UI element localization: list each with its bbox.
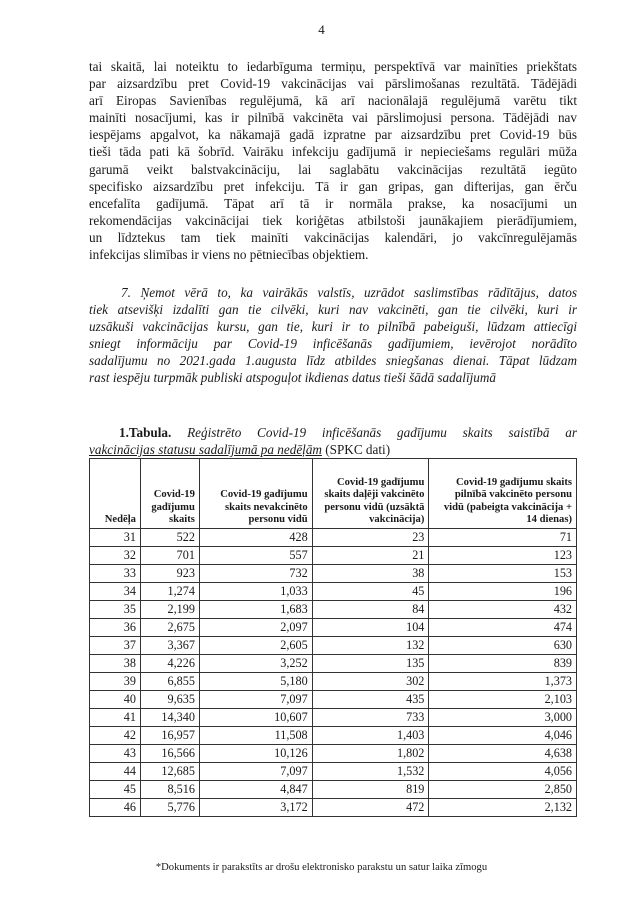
- cell-unvaccinated: 2,097: [199, 619, 312, 637]
- cell-total-cases: 2,199: [140, 601, 199, 619]
- text-line: rekomendācijas vakcinācijai tiek koriģētas atbilstoši jaunākajiem pierādījumiem,: [89, 212, 577, 228]
- text-line: encefalīta gadījumā. Tāpat arī tā ir normāla prakse, ka nosacījumi un: [89, 195, 577, 211]
- text-line: iespējams apgalvot, ka nākamajā gadā izpratne par aizsardzību pret Covid-19 būs: [89, 127, 577, 143]
- table-row: [90, 565, 577, 583]
- cell-fully-vaccinated: 196: [429, 583, 577, 601]
- cell-total-cases: 12,685: [140, 763, 199, 781]
- covid-cases-table: [89, 458, 577, 817]
- cell-fully-vaccinated: 1,373: [429, 673, 577, 691]
- header-fully-vaccinated-cases: Covid-19 gadījumu skaits pilnībā vakcinēto personu vidū (pabeigta vakcinācija + 14 dienas): [429, 459, 577, 529]
- cell-partially-vaccinated: 472: [312, 799, 429, 817]
- text-line: arī Eiropas Savienības regulējumā, kā arī nacionālajā regulējumā varētu tikt: [89, 93, 577, 109]
- cell-fully-vaccinated: 2,103: [429, 691, 577, 709]
- cell-total-cases: 6,855: [140, 673, 199, 691]
- table-source: (SPKC dati): [321, 442, 391, 458]
- cell-unvaccinated: 10,607: [199, 709, 312, 727]
- table-row: [90, 691, 577, 709]
- cell-week: 31: [90, 529, 141, 547]
- cell-partially-vaccinated: 135: [312, 655, 429, 673]
- cell-week: 41: [90, 709, 141, 727]
- cell-partially-vaccinated: 819: [312, 781, 429, 799]
- table-row: [90, 583, 577, 601]
- header-unvaccinated-cases: Covid-19 gadījumu skaits nevakcinēto personu vidū: [199, 459, 312, 529]
- cell-week: 33: [90, 565, 141, 583]
- header-week: Nedēļa: [90, 459, 141, 529]
- cell-unvaccinated: 7,097: [199, 763, 312, 781]
- table-header-row: [90, 459, 577, 529]
- header-partially-vaccinated-cases: Covid-19 gadījumu skaits daļēji vakcinēto personu vidū (uzsāktā vakcinācija): [312, 459, 429, 529]
- cell-fully-vaccinated: 123: [429, 547, 577, 565]
- cell-fully-vaccinated: 4,046: [429, 727, 577, 745]
- cell-week: 43: [90, 745, 141, 763]
- cell-unvaccinated: 3,252: [199, 655, 312, 673]
- table-title-line1: Reģistrēto Covid-19 inficēšanās gadījumu skaits saistībā ar: [187, 425, 577, 440]
- cell-week: 46: [90, 799, 141, 817]
- cell-partially-vaccinated: 1,802: [312, 745, 429, 763]
- cell-unvaccinated: 2,605: [199, 637, 312, 655]
- text-line: sniegt informāciju par Covid-19 inficēšanās gadījumiem, ievērojot norādīto: [89, 336, 577, 352]
- cell-total-cases: 5,776: [140, 799, 199, 817]
- cell-partially-vaccinated: 21: [312, 547, 429, 565]
- cell-partially-vaccinated: 104: [312, 619, 429, 637]
- cell-partially-vaccinated: 302: [312, 673, 429, 691]
- table-row: [90, 547, 577, 565]
- cell-week: 39: [90, 673, 141, 691]
- text-line: sadalījumu no 2021.gada 1.augusta līdz atbildes sniegšanas dienai. Tāpat lūdzam: [89, 353, 577, 369]
- cell-unvaccinated: 428: [199, 529, 312, 547]
- table-title-line2: vakcinācijas statusu sadalījumā pa nedēļām: [89, 442, 322, 458]
- cell-partially-vaccinated: 435: [312, 691, 429, 709]
- cell-total-cases: 8,516: [140, 781, 199, 799]
- cell-partially-vaccinated: 132: [312, 637, 429, 655]
- table-row: [90, 529, 577, 547]
- text-line: mainīti nosacījumi, kas ir pilnībā vakcinēta vai pārslimojusi persona. Tādējādi nav: [89, 110, 577, 126]
- text-line: uzsākuši vakcinācijas kursu, gan tie, kuri ir to pilnībā pabeiguši, lūdzam attiecīgi: [89, 319, 577, 335]
- cell-unvaccinated: 3,172: [199, 799, 312, 817]
- cell-fully-vaccinated: 839: [429, 655, 577, 673]
- body-paragraph-1: [89, 58, 577, 263]
- cell-fully-vaccinated: 2,850: [429, 781, 577, 799]
- cell-total-cases: 2,675: [140, 619, 199, 637]
- table-number: 1.Tabula.: [119, 425, 172, 440]
- cell-fully-vaccinated: 4,638: [429, 745, 577, 763]
- cell-week: 37: [90, 637, 141, 655]
- cell-week: 42: [90, 727, 141, 745]
- cell-total-cases: 522: [140, 529, 199, 547]
- table-caption: [89, 424, 577, 458]
- cell-week: 35: [90, 601, 141, 619]
- text-line: garumā veikt balstvakcināciju, lai saglabātu vakcinācijas rezultātā iegūto: [89, 161, 577, 177]
- cell-week: 36: [90, 619, 141, 637]
- text-line: tai skaitā, lai noteiktu to iedarbīguma termiņu, perspektīvā var mainīties priekštats: [89, 59, 577, 74]
- cell-fully-vaccinated: 153: [429, 565, 577, 583]
- cell-unvaccinated: 1,033: [199, 583, 312, 601]
- body-paragraph-2-request: [89, 284, 577, 387]
- text-line: par aizsardzību pret Covid-19 vakcinācijas vai pārslimošanas rezultātā. Tādējādi: [89, 76, 577, 92]
- cell-week: 34: [90, 583, 141, 601]
- cell-week: 45: [90, 781, 141, 799]
- cell-unvaccinated: 7,097: [199, 691, 312, 709]
- cell-fully-vaccinated: 3,000: [429, 709, 577, 727]
- table-row: [90, 727, 577, 745]
- table-row: [90, 673, 577, 691]
- header-total-cases: Covid-19 gadījumu skaits: [140, 459, 199, 529]
- text-line: 7. Ņemot vērā to, ka vairākās valstīs, uzrādot saslimstības rādītājus, datos: [121, 285, 577, 300]
- cell-fully-vaccinated: 2,132: [429, 799, 577, 817]
- cell-unvaccinated: 11,508: [199, 727, 312, 745]
- cell-unvaccinated: 4,847: [199, 781, 312, 799]
- cell-total-cases: 14,340: [140, 709, 199, 727]
- cell-total-cases: 1,274: [140, 583, 199, 601]
- text-line: rast iespēju turpmāk publiski atspoguļot ikdienas datus tieši šādā sadalījumā: [89, 370, 496, 386]
- cell-total-cases: 4,226: [140, 655, 199, 673]
- table-row: [90, 619, 577, 637]
- cell-week: 44: [90, 763, 141, 781]
- text-line: tieši tāda pati kā šobrīd. Vairāku infekciju gadījumā ir nepieciešams regulāri mūža: [89, 144, 577, 160]
- cell-total-cases: 3,367: [140, 637, 199, 655]
- table-row: [90, 709, 577, 727]
- cell-total-cases: 9,635: [140, 691, 199, 709]
- text-line: specifisko aizsardzību pret infekciju. Tā ir gan gripas, gan difterijas, gan ērču: [89, 178, 577, 194]
- cell-partially-vaccinated: 733: [312, 709, 429, 727]
- table-row: [90, 745, 577, 763]
- table-row: [90, 655, 577, 673]
- cell-unvaccinated: 557: [199, 547, 312, 565]
- cell-partially-vaccinated: 84: [312, 601, 429, 619]
- cell-week: 40: [90, 691, 141, 709]
- cell-total-cases: 16,957: [140, 727, 199, 745]
- cell-partially-vaccinated: 38: [312, 565, 429, 583]
- cell-fully-vaccinated: 432: [429, 601, 577, 619]
- table-row: [90, 781, 577, 799]
- cell-partially-vaccinated: 23: [312, 529, 429, 547]
- cell-partially-vaccinated: 1,403: [312, 727, 429, 745]
- cell-unvaccinated: 732: [199, 565, 312, 583]
- cell-unvaccinated: 5,180: [199, 673, 312, 691]
- cell-total-cases: 701: [140, 547, 199, 565]
- cell-fully-vaccinated: 4,056: [429, 763, 577, 781]
- table-row: [90, 799, 577, 817]
- cell-fully-vaccinated: 630: [429, 637, 577, 655]
- table-row: [90, 637, 577, 655]
- signature-footnote: *Dokuments ir parakstīts ar drošu elektronisko parakstu un satur laika zīmogu: [155, 862, 488, 873]
- cell-partially-vaccinated: 45: [312, 583, 429, 601]
- cell-total-cases: 16,566: [140, 745, 199, 763]
- cell-partially-vaccinated: 1,532: [312, 763, 429, 781]
- cell-fully-vaccinated: 71: [429, 529, 577, 547]
- text-line: un līdztekus tam tiek mainīti vakcinācijas kalendāri, jo vakcīnregulējamās: [89, 229, 577, 245]
- cell-fully-vaccinated: 474: [429, 619, 577, 637]
- cell-total-cases: 923: [140, 565, 199, 583]
- cell-unvaccinated: 10,126: [199, 745, 312, 763]
- page-number: 4: [318, 22, 325, 37]
- cell-unvaccinated: 1,683: [199, 601, 312, 619]
- cell-week: 32: [90, 547, 141, 565]
- text-line: infekcijas slimības ir viens no pētniecības objektiem.: [89, 247, 369, 263]
- cell-week: 38: [90, 655, 141, 673]
- text-line: tiek atsevišķi izdalīti gan tie cilvēki, kuri nav vakcinēti, gan tie cilvēki, kuri ir: [89, 302, 577, 318]
- table-row: [90, 601, 577, 619]
- table-row: [90, 763, 577, 781]
